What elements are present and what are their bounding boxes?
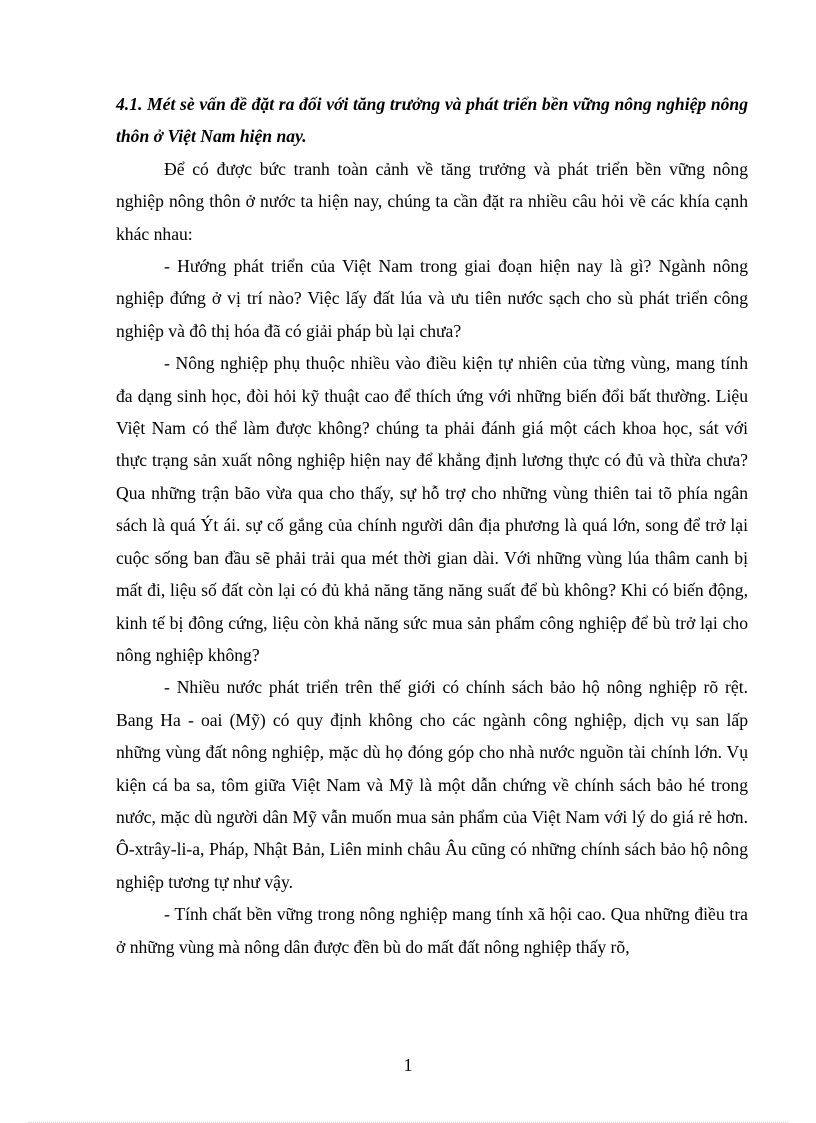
paragraph-natural-conditions: - Nông nghiệp phụ thuộc nhiều vào điều kiện tự nhiên của từng vùng, mang tính đa dạng sinh học, đòi hỏi kỹ thuật cao để thích ứng với những biến đổi bất thường. Liệu Việt Nam có thể làm được không? chúng ta phải đánh giá một cách khoa học, sát với thực trạng sản xuất nông nghiệp hiện nay để khẳng định lương thực có đủ và thừa chưa? Qua những trận bão vừa qua cho thấy, sự hỗ trợ cho những vùng thiên tai tõ phía ngân sách là quá Ýt ái. sự cố gắng của chính người dân địa phương là quá lớn, song để trở lại cuộc sống ban đầu sẽ phải trải qua mét thời gian dài. Với những vùng lúa thâm canh bị mất đi, liệu số đất còn lại có đủ khả năng tăng năng suất để bù không? Khi có biến động, kinh tế bị đông cứng, liệu còn khả năng sức mua sản phẩm công nghiệp để bù trở lại cho nông nghiệp không? [116,353,748,665]
section-heading: 4.1. Mét sè vấn đề đặt ra đối với tăng trưởng và phát triển bền vững nông nghiệp nông thôn ở Việt Nam hiện nay. [116,94,748,147]
page-number: 1 [403,1055,413,1075]
paragraph-development-direction: - Hướng phát triển của Việt Nam trong giai đoạn hiện nay là gì? Ngành nông nghiệp đứng ở vị trí nào? Việc lấy đất lúa và ưu tiên nước sạch cho sù phát triển công nghiệp và đô thị hóa đã có giải pháp bù lại chưa? [116,256,748,341]
paragraph-protection-policies: - Nhiều nước phát triển trên thế giới có chính sách bảo hộ nông nghiệp rõ rệt. Bang Ha - oai (Mỹ) có quy định không cho các ngành công nghiệp, dịch vụ san lấp những vùng đất nông nghiệp, mặc dù họ đóng góp cho nhà nước nguồn tài chính lớn. Vụ kiện cá ba sa, tôm giữa Việt Nam và Mỹ là một dẫn chứng về chính sách bảo hé trong nước, mặc dù người dân Mỹ vẫn muốn mua sản phẩm của Việt Nam với lý do giá rẻ hơn. Ô-xtrây-li-a, Pháp, Nhật Bản, Liên minh châu Âu cũng có những chính sách bảo hộ nông nghiệp tương tự như vậy. [116,677,748,892]
paragraph-social-sustainability: - Tính chất bền vững trong nông nghiệp mang tính xã hội cao. Qua những điều tra ở những vùng mà nông dân được đền bù do mất đất nông nghiệp thấy rõ, [116,904,748,957]
document-body [116,88,748,963]
paragraph-intro: Để có được bức tranh toàn cảnh về tăng trưởng và phát triển bền vững nông nghiệp nông thôn ở nước ta hiện nay, chúng ta cần đặt ra nhiều câu hỏi về các khía cạnh khác nhau: [116,158,748,244]
